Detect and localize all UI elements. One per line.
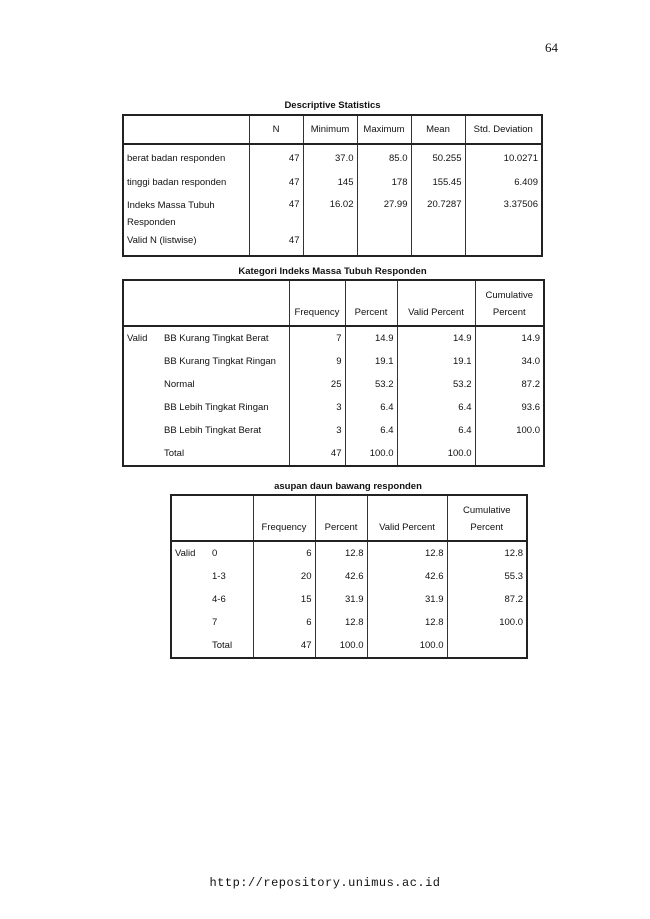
cell: 87.2 [447, 588, 527, 611]
header-cell: Valid Percent [397, 280, 475, 326]
header-cell: N [249, 115, 303, 144]
table-row [123, 144, 542, 175]
table-row [123, 197, 542, 233]
header-cell [123, 280, 161, 326]
header-cell: Mean [411, 115, 465, 144]
table-row [171, 541, 527, 565]
cell: 3 [289, 419, 345, 442]
cell: 100.0 [367, 634, 447, 658]
table-row [123, 442, 544, 466]
cell: 14.9 [397, 326, 475, 350]
cell: 47 [249, 175, 303, 197]
group-label: Valid [175, 548, 196, 559]
cell: 6.4 [397, 396, 475, 419]
table-row [123, 233, 542, 256]
asupan-daun-bawang-table [170, 494, 528, 659]
row-label: 4-6 [209, 588, 253, 611]
cell: 20.7287 [411, 197, 465, 233]
header-cell: Valid Percent [367, 495, 447, 541]
cell [447, 634, 527, 658]
group-spacer [123, 442, 161, 466]
table-row [171, 611, 527, 634]
row-label: berat badan responden [123, 144, 249, 175]
cell: 34.0 [475, 350, 544, 373]
cell: 31.9 [367, 588, 447, 611]
header-cell: Percent [345, 280, 397, 326]
group-spacer [123, 419, 161, 442]
kategori-imt-title: Kategori Indeks Massa Tubuh Responden [238, 266, 427, 277]
cell: 10.0271 [465, 144, 542, 175]
row-label: Total [209, 634, 253, 658]
cell: 100.0 [475, 419, 544, 442]
descriptive-statistics-title: Descriptive Statistics [284, 100, 381, 111]
table-row [123, 396, 544, 419]
cell: 55.3 [447, 565, 527, 588]
header-cell: Minimum [303, 115, 357, 144]
table-row [123, 373, 544, 396]
cell: 25 [289, 373, 345, 396]
cell: 47 [253, 634, 315, 658]
group-spacer [123, 350, 161, 373]
cell [357, 233, 411, 256]
cell: 14.9 [475, 326, 544, 350]
header-cell [209, 495, 253, 541]
group-spacer [123, 396, 161, 419]
cell: 47 [249, 197, 303, 233]
cell: 145 [303, 175, 357, 197]
cell: 14.9 [345, 326, 397, 350]
cell: 6.409 [465, 175, 542, 197]
table-row [123, 419, 544, 442]
cell: 9 [289, 350, 345, 373]
cell: 37.0 [303, 144, 357, 175]
cell: 19.1 [397, 350, 475, 373]
cell: 31.9 [315, 588, 367, 611]
table-header-row [123, 115, 542, 144]
cell: 6 [253, 541, 315, 565]
kategori-imt-table [122, 279, 545, 467]
row-label: 0 [209, 541, 253, 565]
cell: 16.02 [303, 197, 357, 233]
header-cell: Frequency [289, 280, 345, 326]
header-cell [161, 280, 289, 326]
group-spacer [123, 373, 161, 396]
table-header-row [123, 280, 544, 326]
cell: 12.8 [367, 611, 447, 634]
cell: 3.37506 [465, 197, 542, 233]
cell: 100.0 [315, 634, 367, 658]
group-label: Valid [127, 333, 148, 344]
cell: 47 [249, 144, 303, 175]
cell: 12.8 [367, 541, 447, 565]
row-label: BB Kurang Tingkat Berat [161, 326, 289, 350]
cell: 27.99 [357, 197, 411, 233]
cell: 53.2 [397, 373, 475, 396]
cell [411, 233, 465, 256]
row-label: BB Lebih Tingkat Ringan [161, 396, 289, 419]
cell: 3 [289, 396, 345, 419]
cell: 155.45 [411, 175, 465, 197]
cell: 87.2 [475, 373, 544, 396]
row-label: Normal [161, 373, 289, 396]
table-row [123, 175, 542, 197]
cell: 100.0 [345, 442, 397, 466]
footer-url: http://repository.unimus.ac.id [209, 876, 441, 890]
cell: 12.8 [315, 611, 367, 634]
row-label: Total [161, 442, 289, 466]
table-header-row [171, 495, 527, 541]
header-cell: Maximum [357, 115, 411, 144]
group-spacer [171, 588, 209, 611]
cell: 15 [253, 588, 315, 611]
row-label: Valid N (listwise) [123, 233, 249, 256]
cell: 42.6 [315, 565, 367, 588]
row-label: tinggi badan responden [123, 175, 249, 197]
cell: 6.4 [397, 419, 475, 442]
cell: 93.6 [475, 396, 544, 419]
cell: 100.0 [397, 442, 475, 466]
cell: 47 [249, 233, 303, 256]
cell: 20 [253, 565, 315, 588]
cell: 42.6 [367, 565, 447, 588]
group-spacer [171, 611, 209, 634]
cell [475, 442, 544, 466]
table-row [171, 634, 527, 658]
header-cell: Cumulative Percent [475, 280, 544, 326]
header-cell: Std. Deviation [465, 115, 542, 144]
header-cell: Percent [315, 495, 367, 541]
table-row [123, 326, 544, 350]
group-spacer [171, 634, 209, 658]
cell [465, 233, 542, 256]
cell: 6.4 [345, 419, 397, 442]
row-label: BB Kurang Tingkat Ringan [161, 350, 289, 373]
cell: 6.4 [345, 396, 397, 419]
cell: 19.1 [345, 350, 397, 373]
page-number: 64 [545, 40, 558, 55]
cell: 6 [253, 611, 315, 634]
row-label: 1-3 [209, 565, 253, 588]
row-label: BB Lebih Tingkat Berat [161, 419, 289, 442]
cell: 12.8 [447, 541, 527, 565]
cell [303, 233, 357, 256]
descriptive-statistics-table [122, 114, 543, 257]
header-cell [171, 495, 209, 541]
header-cell [123, 115, 249, 144]
cell: 85.0 [357, 144, 411, 175]
cell: 12.8 [315, 541, 367, 565]
cell: 7 [289, 326, 345, 350]
row-label: 7 [209, 611, 253, 634]
cell: 47 [289, 442, 345, 466]
group-spacer [171, 565, 209, 588]
cell: 53.2 [345, 373, 397, 396]
row-label: Indeks Massa Tubuh Responden [123, 197, 249, 233]
table-row [171, 588, 527, 611]
table-row [171, 565, 527, 588]
cell: 100.0 [447, 611, 527, 634]
cell: 50.255 [411, 144, 465, 175]
header-cell: Frequency [253, 495, 315, 541]
table-row [123, 350, 544, 373]
asupan-daun-bawang-title: asupan daun bawang responden [274, 481, 422, 492]
header-cell: Cumulative Percent [447, 495, 527, 541]
cell: 178 [357, 175, 411, 197]
